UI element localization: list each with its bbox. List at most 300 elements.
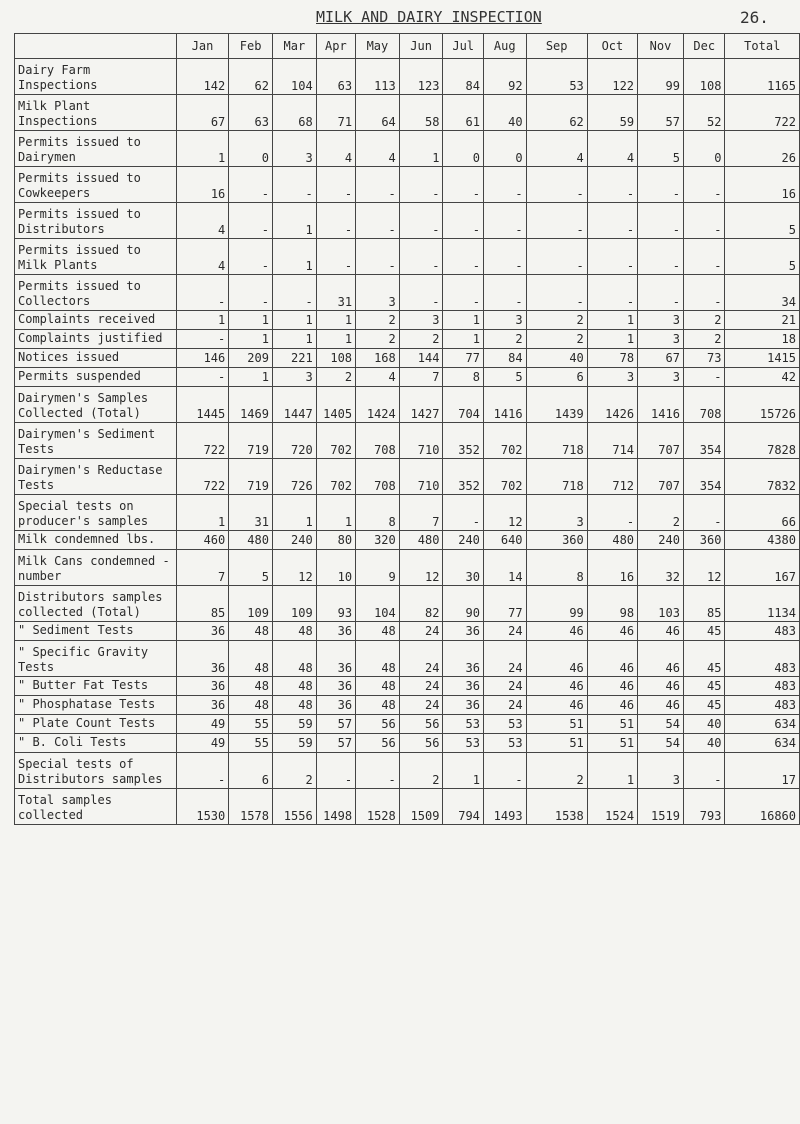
table-cell: - [587, 167, 637, 203]
table-cell: 0 [443, 131, 483, 167]
table-cell: 0 [483, 131, 526, 167]
table-cell: 9 [356, 550, 400, 586]
table-cell: 710 [399, 459, 443, 495]
table-cell: 57 [316, 715, 355, 734]
row-label: " Sediment Tests [15, 622, 177, 641]
table-cell: - [356, 167, 400, 203]
table-cell: 59 [587, 95, 637, 131]
table-cell: - [638, 275, 684, 311]
table-cell: 52 [683, 95, 725, 131]
table-cell: 3 [272, 131, 316, 167]
table-cell: 352 [443, 459, 483, 495]
table-cell: 93 [316, 586, 355, 622]
table-cell: - [316, 239, 355, 275]
table-cell: 480 [399, 531, 443, 550]
table-cell: - [443, 203, 483, 239]
table-cell: 168 [356, 349, 400, 368]
table-cell: 4 [316, 131, 355, 167]
table-cell: 63 [229, 95, 273, 131]
table-cell: 24 [399, 622, 443, 641]
column-header: Dec [683, 34, 725, 59]
table-cell: 1 [176, 495, 228, 531]
table-cell: 10 [316, 550, 355, 586]
column-header: May [356, 34, 400, 59]
table-cell: - [399, 239, 443, 275]
row-label: " B. Coli Tests [15, 734, 177, 753]
row-label: Complaints received [15, 311, 177, 330]
table-cell: 51 [526, 734, 587, 753]
table-cell: - [526, 275, 587, 311]
table-cell: 46 [587, 622, 637, 641]
table-cell: 354 [683, 423, 725, 459]
row-label: " Butter Fat Tests [15, 677, 177, 696]
table-cell: - [443, 495, 483, 531]
table-cell: 36 [443, 641, 483, 677]
table-cell: 59 [272, 734, 316, 753]
table-cell: 2 [526, 753, 587, 789]
table-cell: 1 [587, 753, 637, 789]
total-cell: 634 [725, 715, 800, 734]
table-cell: 460 [176, 531, 228, 550]
table-body [15, 59, 800, 825]
table-cell: - [399, 203, 443, 239]
table-cell: 48 [229, 677, 273, 696]
table-cell: 320 [356, 531, 400, 550]
table-cell: - [229, 167, 273, 203]
row-label: " Phosphatase Tests [15, 696, 177, 715]
table-cell: - [683, 368, 725, 387]
row-label: Permits issued to Distributors [15, 203, 177, 239]
total-cell: 16860 [725, 789, 800, 825]
table-cell: 722 [176, 423, 228, 459]
total-cell: 26 [725, 131, 800, 167]
table-cell: 722 [176, 459, 228, 495]
table-cell: 1509 [399, 789, 443, 825]
table-row [15, 59, 800, 95]
table-cell: 62 [526, 95, 587, 131]
table-cell: - [229, 239, 273, 275]
table-cell: 46 [526, 641, 587, 677]
table-cell: - [683, 495, 725, 531]
total-cell: 15726 [725, 387, 800, 423]
table-cell: 36 [316, 641, 355, 677]
table-cell: 1416 [638, 387, 684, 423]
table-cell: 1 [272, 239, 316, 275]
table-cell: 77 [443, 349, 483, 368]
total-cell: 483 [725, 622, 800, 641]
table-cell: - [483, 239, 526, 275]
column-header: Oct [587, 34, 637, 59]
column-header: Sep [526, 34, 587, 59]
table-cell: 4 [176, 203, 228, 239]
table-cell: 1469 [229, 387, 273, 423]
table-cell: 40 [683, 734, 725, 753]
table-cell: 24 [483, 622, 526, 641]
total-cell: 483 [725, 641, 800, 677]
table-cell: 793 [683, 789, 725, 825]
table-cell: 48 [272, 622, 316, 641]
table-cell: - [229, 275, 273, 311]
table-cell: 3 [356, 275, 400, 311]
table-cell: - [356, 753, 400, 789]
table-cell: 54 [638, 734, 684, 753]
table-cell: 6 [229, 753, 273, 789]
table-cell: 51 [587, 715, 637, 734]
table-cell: 1 [316, 495, 355, 531]
table-cell: 2 [526, 311, 587, 330]
total-cell: 7832 [725, 459, 800, 495]
table-cell: 56 [356, 715, 400, 734]
table-cell: 4 [356, 131, 400, 167]
table-cell: 3 [638, 753, 684, 789]
table-cell: 2 [399, 330, 443, 349]
table-cell: 2 [483, 330, 526, 349]
total-cell: 21 [725, 311, 800, 330]
table-cell: 12 [483, 495, 526, 531]
table-cell: 146 [176, 349, 228, 368]
table-row [15, 789, 800, 825]
table-cell: 2 [683, 311, 725, 330]
table-cell: 221 [272, 349, 316, 368]
table-row [15, 734, 800, 753]
total-cell: 483 [725, 696, 800, 715]
table-cell: 2 [526, 330, 587, 349]
table-cell: 45 [683, 677, 725, 696]
table-cell: 30 [443, 550, 483, 586]
table-cell: 8 [526, 550, 587, 586]
table-cell: 46 [638, 641, 684, 677]
row-label: " Plate Count Tests [15, 715, 177, 734]
table-cell: 1 [316, 311, 355, 330]
inspection-table [14, 33, 800, 825]
table-cell: 56 [399, 734, 443, 753]
table-cell: 707 [638, 459, 684, 495]
table-cell: 24 [483, 677, 526, 696]
table-cell: - [638, 239, 684, 275]
row-label: Milk Plant Inspections [15, 95, 177, 131]
table-cell: 0 [683, 131, 725, 167]
row-label: Milk Cans condemned - number [15, 550, 177, 586]
column-header: Mar [272, 34, 316, 59]
table-cell: 24 [399, 641, 443, 677]
table-cell: 794 [443, 789, 483, 825]
table-cell: 46 [638, 677, 684, 696]
table-cell: 708 [683, 387, 725, 423]
table-cell: - [526, 239, 587, 275]
total-cell: 1134 [725, 586, 800, 622]
table-cell: 702 [483, 423, 526, 459]
table-cell: - [176, 368, 228, 387]
table-cell: 36 [443, 696, 483, 715]
table-cell: 480 [229, 531, 273, 550]
table-cell: 5 [229, 550, 273, 586]
total-cell: 722 [725, 95, 800, 131]
table-cell: 240 [443, 531, 483, 550]
table-cell: 53 [483, 734, 526, 753]
table-row [15, 495, 800, 531]
table-cell: - [399, 167, 443, 203]
table-cell: 708 [356, 423, 400, 459]
total-cell: 167 [725, 550, 800, 586]
total-cell: 1415 [725, 349, 800, 368]
table-cell: 360 [683, 531, 725, 550]
table-row [15, 715, 800, 734]
table-cell: 2 [272, 753, 316, 789]
table-cell: - [483, 753, 526, 789]
table-cell: 46 [526, 622, 587, 641]
table-cell: 56 [399, 715, 443, 734]
table-cell: 6 [526, 368, 587, 387]
table-cell: 726 [272, 459, 316, 495]
table-cell: 1 [272, 203, 316, 239]
table-cell: - [443, 167, 483, 203]
table-cell: 48 [272, 677, 316, 696]
table-cell: 7 [176, 550, 228, 586]
row-label: Dairymen's Sediment Tests [15, 423, 177, 459]
row-label: Permits issued to Cowkeepers [15, 167, 177, 203]
table-cell: 40 [526, 349, 587, 368]
table-cell: - [176, 275, 228, 311]
column-header: Jul [443, 34, 483, 59]
table-cell: - [526, 203, 587, 239]
table-row [15, 696, 800, 715]
table-row [15, 550, 800, 586]
row-label: Distributors samples collected (Total) [15, 586, 177, 622]
table-cell: 54 [638, 715, 684, 734]
table-cell: 58 [399, 95, 443, 131]
table-cell: 1538 [526, 789, 587, 825]
table-cell: 103 [638, 586, 684, 622]
table-cell: 710 [399, 423, 443, 459]
table-cell: 24 [483, 641, 526, 677]
total-cell: 42 [725, 368, 800, 387]
column-header: Apr [316, 34, 355, 59]
total-cell: 66 [725, 495, 800, 531]
table-cell: 3 [638, 330, 684, 349]
table-cell: 109 [272, 586, 316, 622]
table-cell: 53 [483, 715, 526, 734]
row-label: Complaints justified [15, 330, 177, 349]
total-cell: 1165 [725, 59, 800, 95]
table-cell: 36 [176, 622, 228, 641]
table-cell: 144 [399, 349, 443, 368]
table-row [15, 423, 800, 459]
table-cell: 77 [483, 586, 526, 622]
table-row [15, 95, 800, 131]
table-cell: 719 [229, 423, 273, 459]
table-cell: 57 [638, 95, 684, 131]
table-cell: 46 [587, 641, 637, 677]
table-cell: 98 [587, 586, 637, 622]
table-cell: 4 [587, 131, 637, 167]
total-cell: 7828 [725, 423, 800, 459]
table-cell: 108 [683, 59, 725, 95]
row-label: Dairymen's Samples Collected (Total) [15, 387, 177, 423]
table-cell: 12 [399, 550, 443, 586]
column-header: Nov [638, 34, 684, 59]
table-cell: 78 [587, 349, 637, 368]
table-cell: 1445 [176, 387, 228, 423]
table-cell: 36 [176, 641, 228, 677]
table-cell: 46 [587, 696, 637, 715]
table-cell: 3 [638, 311, 684, 330]
table-cell: 1447 [272, 387, 316, 423]
table-cell: 61 [443, 95, 483, 131]
row-label: Permits issued to Collectors [15, 275, 177, 311]
table-cell: 8 [443, 368, 483, 387]
table-cell: 113 [356, 59, 400, 95]
table-cell: 82 [399, 586, 443, 622]
table-row [15, 349, 800, 368]
table-cell: 48 [356, 677, 400, 696]
table-row [15, 677, 800, 696]
table-cell: - [356, 203, 400, 239]
table-cell: 2 [316, 368, 355, 387]
table-cell: 51 [526, 715, 587, 734]
table-cell: 8 [356, 495, 400, 531]
row-label: Permits issued to Dairymen [15, 131, 177, 167]
row-label: Permits issued to Milk Plants [15, 239, 177, 275]
table-cell: 85 [176, 586, 228, 622]
table-row [15, 641, 800, 677]
table-cell: 1 [176, 311, 228, 330]
table-cell: 719 [229, 459, 273, 495]
table-cell: 45 [683, 641, 725, 677]
table-cell: 5 [638, 131, 684, 167]
table-cell: 36 [176, 696, 228, 715]
table-cell: - [316, 203, 355, 239]
table-cell: 31 [229, 495, 273, 531]
row-label: " Specific Gravity Tests [15, 641, 177, 677]
table-cell: 56 [356, 734, 400, 753]
table-cell: - [229, 203, 273, 239]
table-cell: 240 [272, 531, 316, 550]
row-label: Special tests on producer's samples [15, 495, 177, 531]
table-cell: 3 [399, 311, 443, 330]
total-cell: 5 [725, 239, 800, 275]
table-cell: - [272, 275, 316, 311]
table-cell: 1 [229, 330, 273, 349]
table-cell: 92 [483, 59, 526, 95]
table-cell: 48 [356, 641, 400, 677]
table-row [15, 311, 800, 330]
table-cell: 3 [483, 311, 526, 330]
table-cell: 46 [526, 677, 587, 696]
table-cell: - [683, 167, 725, 203]
table-cell: - [638, 167, 684, 203]
table-cell: 714 [587, 423, 637, 459]
row-label: Milk condemned lbs. [15, 531, 177, 550]
table-cell: 36 [316, 622, 355, 641]
table-cell: 240 [638, 531, 684, 550]
column-header: Jun [399, 34, 443, 59]
table-cell: 31 [316, 275, 355, 311]
table-cell: 1 [443, 330, 483, 349]
table-cell: - [638, 203, 684, 239]
table-cell: 1519 [638, 789, 684, 825]
table-cell: 48 [356, 696, 400, 715]
table-cell: - [176, 753, 228, 789]
table-cell: 55 [229, 734, 273, 753]
table-cell: 1498 [316, 789, 355, 825]
table-cell: 104 [272, 59, 316, 95]
table-cell: 1556 [272, 789, 316, 825]
table-cell: 123 [399, 59, 443, 95]
table-cell: 4 [176, 239, 228, 275]
table-cell: 142 [176, 59, 228, 95]
table-row [15, 387, 800, 423]
table-cell: - [683, 753, 725, 789]
table-row [15, 753, 800, 789]
table-cell: 1 [176, 131, 228, 167]
table-cell: 1 [229, 368, 273, 387]
column-header: Total [725, 34, 800, 59]
table-cell: 12 [683, 550, 725, 586]
table-cell: 51 [587, 734, 637, 753]
table-cell: 0 [229, 131, 273, 167]
table-cell: 1 [587, 311, 637, 330]
table-cell: 48 [229, 641, 273, 677]
table-cell: 480 [587, 531, 637, 550]
table-row [15, 622, 800, 641]
table-cell: 3 [638, 368, 684, 387]
table-cell: - [683, 275, 725, 311]
table-cell: 352 [443, 423, 483, 459]
total-cell: 4380 [725, 531, 800, 550]
table-cell: 48 [356, 622, 400, 641]
table-cell: 707 [638, 423, 684, 459]
table-cell: 209 [229, 349, 273, 368]
table-cell: 2 [356, 330, 400, 349]
table-cell: 702 [483, 459, 526, 495]
table-cell: 62 [229, 59, 273, 95]
table-cell: 1424 [356, 387, 400, 423]
table-cell: 1 [272, 330, 316, 349]
table-cell: 702 [316, 459, 355, 495]
table-cell: 1 [229, 311, 273, 330]
table-cell: 3 [272, 368, 316, 387]
table-cell: 84 [443, 59, 483, 95]
row-label: Dairy Farm Inspections [15, 59, 177, 95]
table-cell: - [443, 239, 483, 275]
table-cell: 40 [683, 715, 725, 734]
table-cell: 55 [229, 715, 273, 734]
table-cell: 67 [638, 349, 684, 368]
page-number: 26. [740, 8, 769, 27]
table-cell: 2 [683, 330, 725, 349]
row-label: Dairymen's Reductase Tests [15, 459, 177, 495]
table-cell: - [483, 203, 526, 239]
table-cell: - [176, 330, 228, 349]
table-cell: - [399, 275, 443, 311]
table-cell: 704 [443, 387, 483, 423]
table-cell: 71 [316, 95, 355, 131]
table-cell: 1 [316, 330, 355, 349]
table-cell: 53 [526, 59, 587, 95]
table-cell: 99 [526, 586, 587, 622]
table-cell: 59 [272, 715, 316, 734]
table-cell: 48 [272, 696, 316, 715]
total-cell: 634 [725, 734, 800, 753]
table-cell: 712 [587, 459, 637, 495]
table-cell: 67 [176, 95, 228, 131]
table-cell: 85 [683, 586, 725, 622]
table-cell: 36 [316, 677, 355, 696]
table-cell: 1 [399, 131, 443, 167]
table-cell: 1 [272, 311, 316, 330]
table-cell: 46 [526, 696, 587, 715]
column-header: Feb [229, 34, 273, 59]
